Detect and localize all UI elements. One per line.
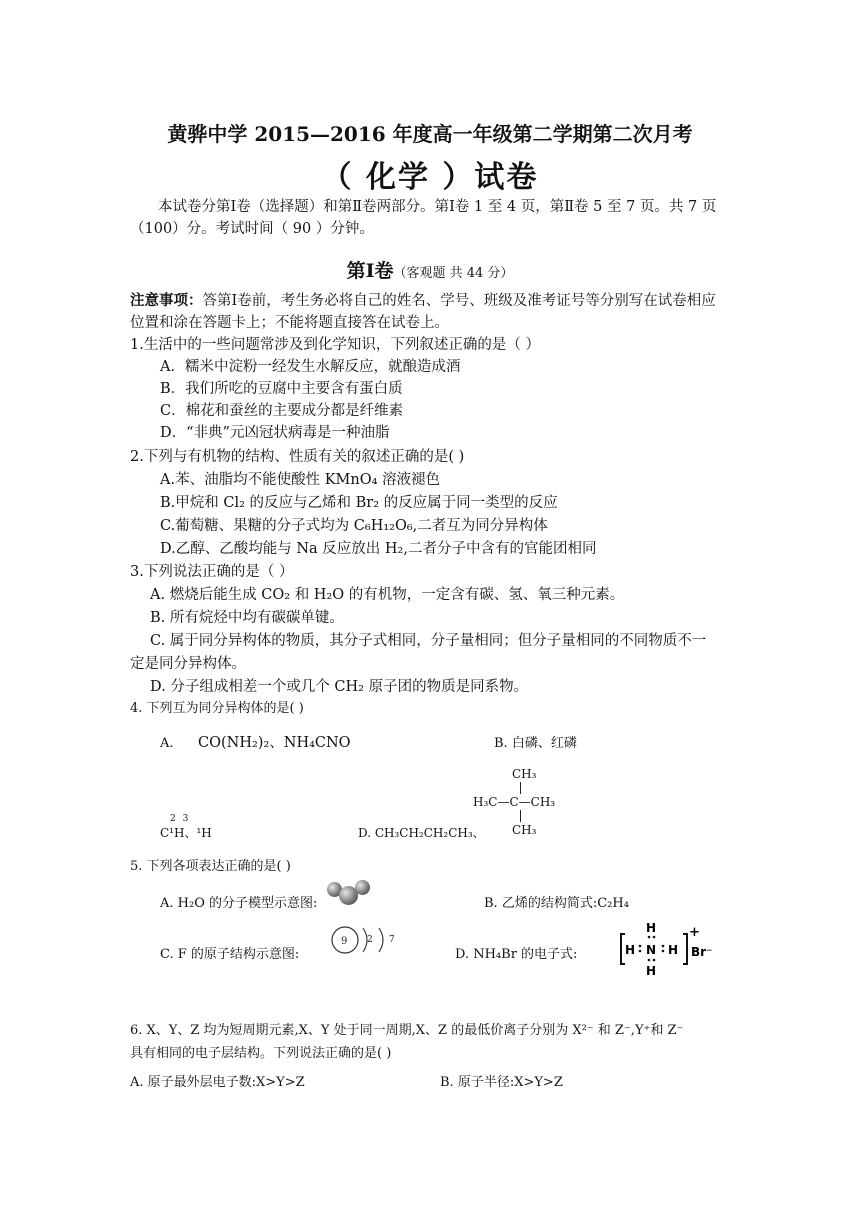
q5-option-d: D. NH₄Br 的电子式:	[455, 947, 578, 962]
ammonium-bromide-electron-formula	[618, 920, 718, 978]
q2-stem: 2.下列与有机物的结构、性质有关的叙述正确的是( )	[130, 449, 465, 465]
q5-option-b: B. 乙烯的结构简式:C₂H₄	[484, 896, 629, 911]
section-title-sub: （客观题 共 44 分）	[393, 266, 514, 281]
bromide-ion: Br⁻	[691, 945, 713, 959]
q4-struct-bond-top	[520, 782, 521, 794]
q2-option-a: A.苯、油脂均不能使酸性 KMnO₄ 溶液褪色	[160, 472, 441, 488]
q1-option-b: B．我们所吃的豆腐中主要含有蛋白质	[160, 381, 403, 397]
q4-struct-middle: H₃C—C—CH₃	[473, 795, 556, 809]
fluorine-nucleus-label: 9	[341, 936, 348, 947]
q1-option-a: A．糯米中淀粉一经发生水解反应，就酿造成酒	[160, 359, 461, 375]
section-title-main: 第Ⅰ卷	[346, 260, 394, 282]
q4-stem: 4. 下列互为同分异构体的是( )	[130, 701, 304, 716]
q4-option-a-label: A.	[160, 736, 174, 751]
ammonium-h-top: H	[646, 921, 657, 935]
fluorine-atom-diagram-icon	[329, 924, 399, 958]
fluorine-shell1-label: 2	[367, 935, 373, 945]
q4-struct-bond-bottom	[520, 810, 521, 822]
q2-option-d: D.乙醇、乙酸均能与 Na 反应放出 H₂,二者分子中含有的官能团相同	[160, 541, 597, 557]
ammonium-charge: +	[689, 925, 700, 940]
q6-stem-line2: 具有相同的电子层结构。下列说法正确的是( )	[130, 1046, 392, 1061]
q6-option-a: A. 原子最外层电子数:X>Y>Z	[130, 1075, 305, 1090]
q5-option-a: A. H₂O 的分子模型示意图:	[160, 896, 318, 911]
q2-option-b: B.甲烷和 Cl₂ 的反应与乙烯和 Br₂ 的反应属于同一类型的反应	[160, 495, 558, 511]
q3-option-c-line1: C. 属于同分异构体的物质，其分子式相同，分子量相同；但分子量相同的不同物质不一	[150, 633, 707, 649]
ammonium-h-bottom: H	[646, 964, 657, 978]
notice	[130, 290, 730, 334]
q5-stem: 5. 下列各项表达正确的是( )	[130, 859, 291, 874]
q3-option-d: D. 分子组成相差一个或几个 CH₂ 原子团的物质是同系物。	[150, 679, 529, 695]
q5-option-c: C. F 的原子结构示意图:	[160, 947, 300, 962]
notice-text: 答第Ⅰ卷前，考生务必将自己的姓名、学号、班级及准考证号等分别写在试卷相应位置和涂在答题卡上；不能将题直接答在试卷上。	[130, 293, 716, 331]
q3-option-b: B. 所有烷烃中均有碳碳单键。	[150, 610, 344, 626]
q1-stem: 1.生活中的一些问题常涉及到化学知识，下列叙述正确的是（ ）	[130, 337, 540, 353]
q4-option-b: B. 白磷、红磷	[494, 736, 577, 751]
q4-option-c-mass-numbers: 2 3	[170, 814, 191, 824]
notice-label: 注意事项：	[130, 292, 203, 309]
section-title	[0, 256, 860, 283]
exam-intro: 本试卷分第Ⅰ卷（选择题）和第Ⅱ卷两部分。第Ⅰ卷 1 至 4 页，第Ⅱ卷 5 至 7 页。共 7 页（100）分。考试时间（ 90 ）分钟。	[130, 199, 717, 237]
q2-option-c: C.葡萄糖、果糖的分子式均为 C₆H₁₂O₆,二者互为同分异构体	[160, 518, 548, 534]
ammonium-h-right: H	[668, 943, 679, 957]
q4-option-c: C¹H、¹H	[160, 826, 212, 840]
q4-option-a-formula: CO(NH₂)₂、NH₄CNO	[198, 735, 351, 751]
q6-stem-line1: 6. X、Y、Z 均为短周期元素,X、Y 处于同一周期,X、Z 的最低价离子分别为 X²⁻ 和 Z⁻,Y⁺和 Z⁻	[130, 1023, 684, 1038]
ammonium-n: N	[646, 943, 657, 957]
q1-option-c: C．棉花和蚕丝的主要成分都是纤维素	[160, 403, 404, 419]
ammonium-h-left: H	[625, 943, 636, 957]
q4-struct-top: CH₃	[512, 767, 537, 781]
exam-title-line2: （ 化学 ）试卷	[321, 160, 539, 195]
fluorine-shell2-label: 7	[389, 935, 395, 945]
water-molecule-model-icon	[326, 876, 376, 906]
q1-option-d: D．“非典”元凶冠状病毒是一种油脂	[160, 425, 390, 441]
exam-title-line1: 黄骅中学 2015—2016 年度高一年级第二学期第二次月考	[167, 122, 693, 146]
q6-option-b: B. 原子半径:X>Y>Z	[440, 1075, 563, 1090]
q3-stem: 3.下列说法正确的是（ ）	[130, 564, 294, 580]
q4-struct-bottom: CH₃	[512, 823, 537, 837]
q3-option-c-line2: 定是同分异构体。	[130, 656, 246, 672]
q4-option-d: D. CH₃CH₂CH₂CH₃、	[358, 826, 485, 840]
q3-option-a: A. 燃烧后能生成 CO₂ 和 H₂O 的有机物，一定含有碳、氢、氧三种元素。	[150, 587, 625, 603]
